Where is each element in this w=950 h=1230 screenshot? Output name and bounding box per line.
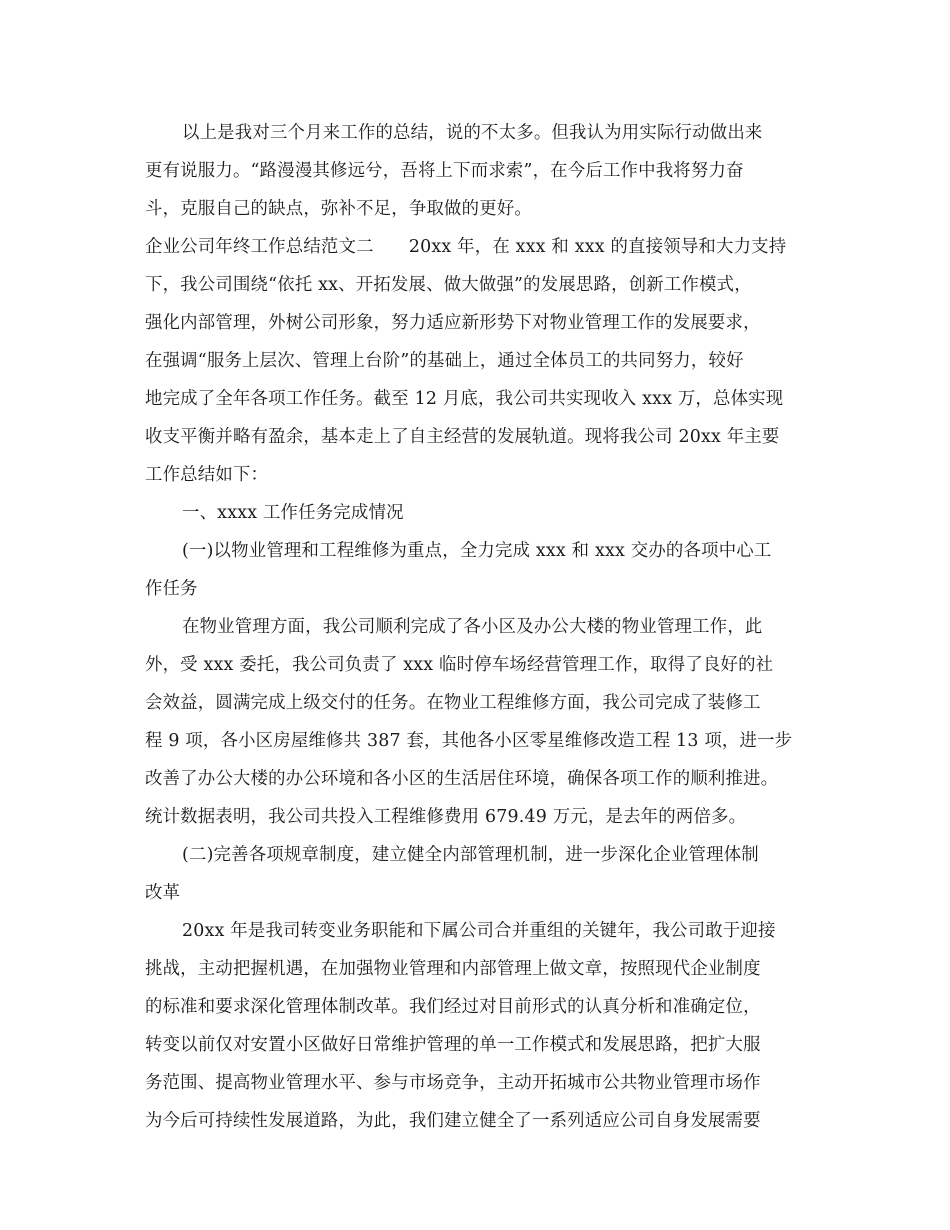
text-line: 转变以前仅对安置小区做好日常维护管理的单一工作模式和发展思路，把扩大服 — [145, 1035, 761, 1055]
text-line: 以上是我对三个月来工作的总结，说的不太多。但我认为用实际行动做出来 — [182, 123, 763, 143]
text-line: 下，我公司围绕“依托 xx、开拓发展、做大做强”的发展思路，创新工作模式， — [145, 275, 752, 295]
text-line: 程 9 项，各小区房屋维修共 387 套，其他各小区零星维修改造工程 13 项，进一步 — [145, 731, 793, 751]
text-line: 工作总结如下： — [145, 465, 269, 485]
text-line: 统计数据表明，我公司共投入工程维修费用 679.49 万元，是去年的两倍多。 — [145, 807, 747, 827]
subheading-line: (一)以物业管理和工程维修为重点，全力完成 xxx 和 xxx 交办的各项中心工 — [182, 541, 772, 561]
section-title-line: 企业公司年终工作总结范文二 20xx 年，在 xxx 和 xxx 的直接领导和大力支持 — [145, 237, 787, 257]
text-line: 的标准和要求深化管理体制改革。我们经过对目前形式的认真分析和准确定位， — [145, 997, 761, 1017]
text-line: 会效益，圆满完成上级交付的任务。在物业工程维修方面，我公司完成了装修工 — [145, 693, 761, 713]
subheading-line: 改革 — [145, 883, 181, 903]
text-line: 挑战，主动把握机遇，在加强物业管理和内部管理上做文章，按照现代企业制度 — [145, 959, 761, 979]
text-line: 在强调“服务上层次、管理上台阶”的基础上，通过全体员工的共同努力，较好 — [145, 351, 744, 371]
text-line: 在物业管理方面，我公司顺利完成了各小区及办公大楼的物业管理工作，此 — [182, 617, 763, 637]
subheading-line: (二)完善各项规章制度，建立健全内部管理机制，进一步深化企业管理体制 — [182, 845, 759, 865]
text-line: 斗，克服自己的缺点，弥补不足，争取做的更好。 — [145, 199, 532, 219]
text-line: 外，受 xxx 委托，我公司负责了 xxx 临时停车场经营管理工作，取得了良好的社 — [145, 655, 774, 675]
text-line: 收支平衡并略有盈余，基本走上了自主经营的发展轨道。现将我公司 20xx 年主要 — [145, 427, 780, 447]
text-line: 为今后可持续性发展道路，为此，我们建立健全了一系列适应公司自身发展需要 — [145, 1111, 761, 1131]
text-line: 更有说服力。“路漫漫其修远兮，吾将上下而求索”，在今后工作中我将努力奋 — [145, 161, 744, 181]
text-line: 20xx 年是我司转变业务职能和下属公司合并重组的关键年，我公司敢于迎接 — [182, 921, 776, 941]
text-line: 地完成了全年各项工作任务。截至 12 月底，我公司共实现收入 xxx 万，总体实现 — [145, 389, 784, 409]
text-line: 改善了办公大楼的办公环境和各小区的生活居住环境，确保各项工作的顺利推进。 — [145, 769, 779, 789]
heading-line: 一、xxxx 工作任务完成情况 — [182, 503, 404, 523]
text-line: 强化内部管理，外树公司形象，努力适应新形势下对物业管理工作的发展要求， — [145, 313, 761, 333]
text-line: 务范围、提高物业管理水平、参与市场竞争，主动开拓城市公共物业管理市场作 — [145, 1073, 761, 1093]
subheading-line: 作任务 — [145, 579, 198, 599]
